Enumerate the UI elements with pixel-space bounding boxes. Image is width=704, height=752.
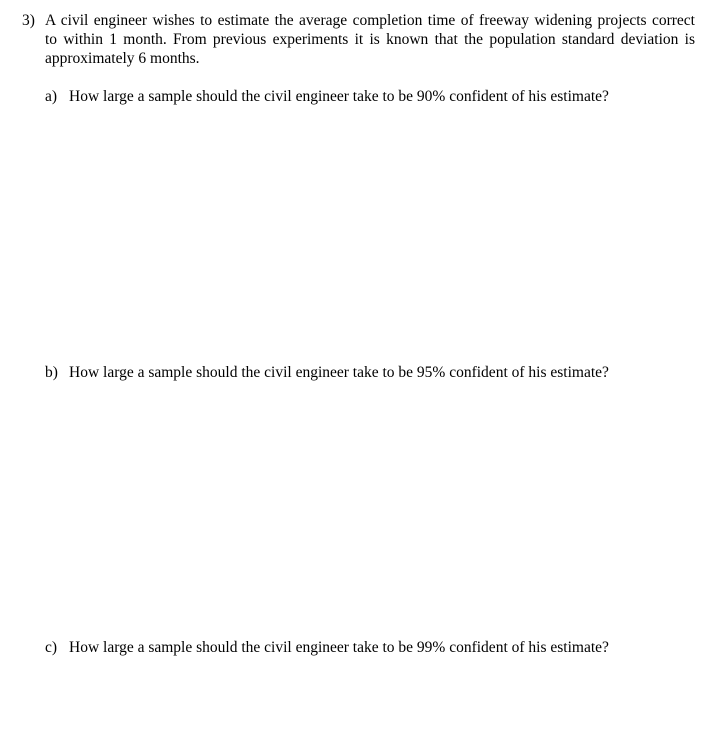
question-stem [45, 11, 695, 68]
part-c-label: c) [45, 639, 58, 656]
stem-line-3: approximately 6 months. [45, 50, 200, 67]
part-a-text: How large a sample should the civil engineer take to be 90% confident of his estimate? [69, 88, 609, 105]
part-b-text: How large a sample should the civil engineer take to be 95% confident of his estimate? [69, 364, 609, 381]
part-b [45, 363, 685, 382]
part-c [45, 638, 685, 657]
part-a [45, 87, 685, 106]
part-a-label: a) [45, 88, 58, 105]
part-c-text: How large a sample should the civil engineer take to be 99% confident of his estimate? [69, 639, 609, 656]
stem-line-1: A civil engineer wishes to estimate the average completion time of freeway widening projects correct [45, 12, 695, 29]
part-b-label: b) [45, 364, 58, 381]
stem-line-2: to within 1 month. From previous experiments it is known that the population standard deviation is [45, 31, 695, 48]
question-number: 3) [22, 12, 35, 29]
